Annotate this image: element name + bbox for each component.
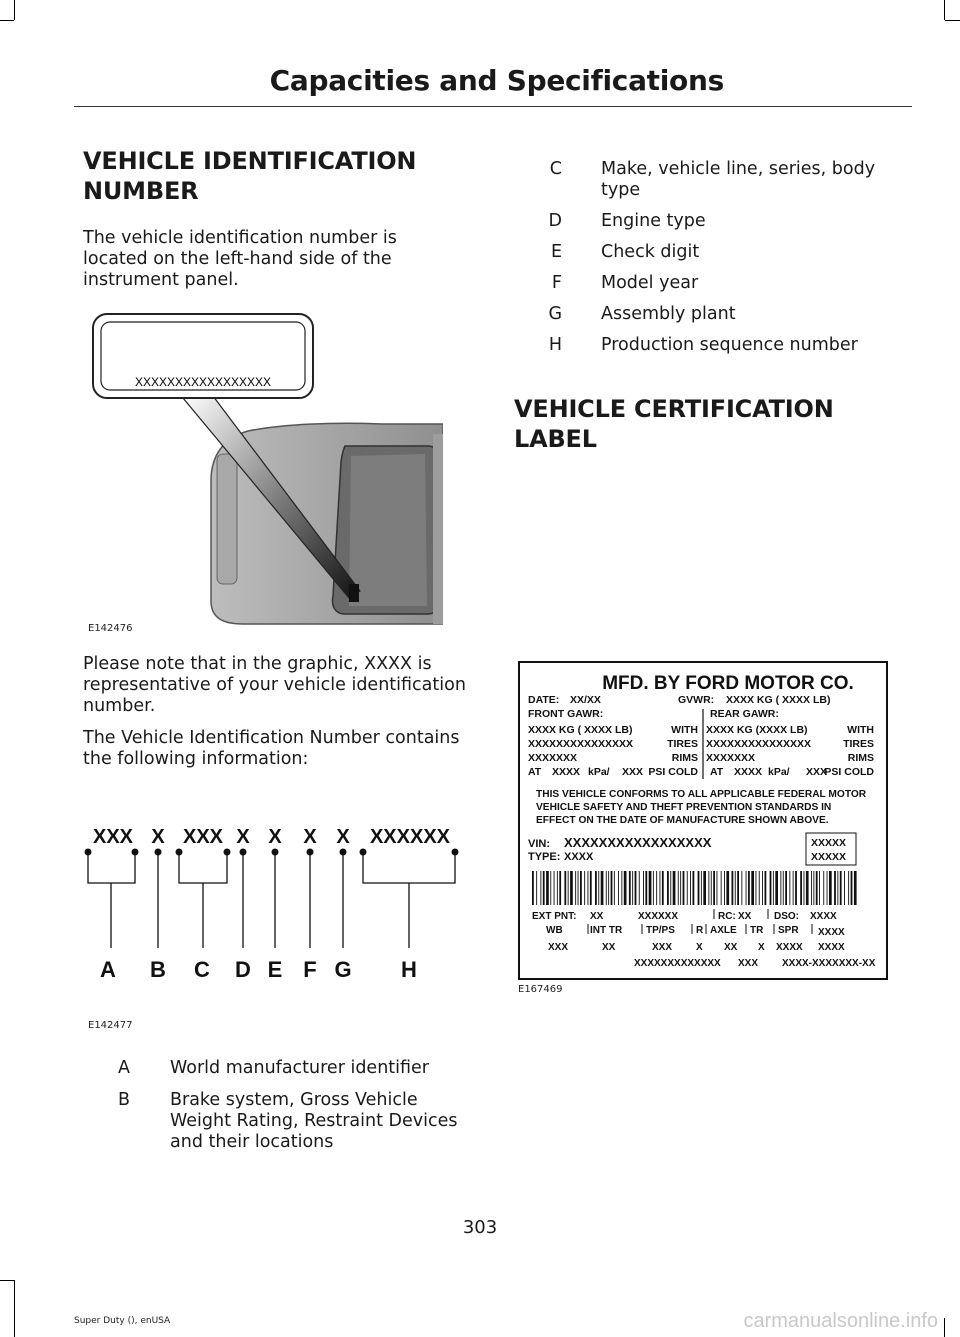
barcode-bar [584, 871, 585, 905]
vin-heading-line1: VEHICLE IDENTIFICATION [83, 147, 417, 175]
barcode-bar [645, 871, 647, 905]
item-letter: B [117, 1090, 130, 1110]
page-header-title: Capacities and Specifications [269, 64, 724, 97]
vin-group: XXXXXX [369, 826, 451, 848]
list-item [514, 159, 914, 211]
date-label: DATE: [528, 694, 560, 706]
dso-label: DSO: [774, 911, 799, 922]
barcode-bar [680, 871, 681, 905]
list-item [83, 1058, 478, 1090]
barcode-bar [557, 871, 558, 905]
vin-plate-text: XXXXXXXXXXXXXXXXX [134, 375, 272, 389]
front-rims: RIMS [671, 752, 698, 764]
bottom-code2: XXX [738, 958, 759, 969]
barcode-bar [751, 871, 754, 905]
front-kpa: kPa/ [588, 766, 610, 778]
barcode-bar [678, 871, 679, 905]
barcode-bar [693, 871, 695, 905]
barcode-bar [711, 871, 712, 905]
barcode-bar [632, 871, 633, 905]
front-psi: PSI COLD [648, 766, 698, 778]
vin-intro: The vehicle identification number is located on the left-hand side of the instrument panel. [83, 228, 397, 290]
conform-line2: VEHICLE SAFETY AND THEFT PREVENTION STANDARDS IN [536, 802, 832, 813]
vin-letter: E [267, 957, 283, 982]
list-item [514, 304, 914, 335]
barcode-bar [851, 871, 853, 905]
bottom-code3: XXXX-XXXXXXX-XX [782, 958, 876, 969]
tp-ps-label: TP/PS [646, 925, 675, 936]
rear-psi: PSI COLD [824, 766, 874, 778]
barcode-bar [813, 871, 814, 905]
barcode-bar [756, 871, 757, 905]
cert-heading [514, 394, 834, 454]
cert-heading-line1: VEHICLE CERTIFICATION [514, 395, 834, 423]
vin-group: XXX [182, 826, 224, 848]
rc-value: XX [738, 911, 752, 922]
barcode-bar [765, 871, 767, 905]
crop-mark [0, 20, 14, 21]
barcode-bar [795, 871, 797, 905]
front-psi-value: XXX [622, 766, 644, 778]
vin-letter: H [401, 957, 417, 982]
ext-pnt-code: XXXXXX [638, 911, 679, 922]
row-value: X [758, 942, 765, 953]
list-item [514, 273, 914, 304]
r-label: R [696, 925, 704, 936]
row-value: XXX [548, 942, 569, 953]
item-letter: A [118, 1058, 130, 1078]
bottom-code1: XXXXXXXXXXXXX [634, 958, 721, 969]
barcode-bar [656, 871, 657, 905]
gvwr-value: XXXX KG ( XXXX LB) [726, 694, 831, 706]
barcode [532, 871, 857, 905]
type-value: XXXX [564, 851, 594, 863]
row-value: XXX [652, 942, 673, 953]
item-letter: E [550, 242, 562, 262]
item-text: Brake system, Gross Vehicle Weight Rating, Restraint Devices and their locations [170, 1090, 458, 1152]
barcode-bar [741, 871, 742, 905]
barcode-bar [785, 871, 787, 905]
barcode-bar [698, 871, 700, 905]
vin-letter: F [303, 957, 317, 982]
barcode-bar [746, 871, 747, 905]
barcode-bar [601, 871, 604, 905]
item-letter: H [548, 335, 562, 355]
barcode-bar [770, 871, 772, 905]
date-value: XX/XX [570, 694, 601, 706]
rear-pressure: XXXX [734, 766, 763, 778]
front-tire-code: XXXXXXXXXXXXXXX [528, 738, 634, 750]
barcode-bar [578, 871, 579, 905]
crop-mark [14, 1280, 15, 1337]
footer-text: Super Duty (), enUSA [74, 1316, 171, 1326]
type-label: TYPE: [528, 851, 561, 863]
ext-pnt-label: EXT PNT: [532, 911, 577, 922]
vin-heading-line2: NUMBER [83, 177, 199, 205]
spr-code: XXXX [818, 927, 845, 938]
vin-group: X [336, 826, 350, 848]
barcode-bar [690, 871, 691, 905]
barcode-bar [608, 871, 609, 905]
barcode-bar [844, 871, 845, 905]
barcode-bar [717, 871, 718, 905]
barcode-bar [618, 871, 619, 905]
barcode-bar [701, 871, 702, 905]
vin-letter: B [150, 957, 166, 982]
vin-group: X [303, 826, 317, 848]
barcode-bar [598, 871, 599, 905]
barcode-bar [793, 871, 794, 905]
barcode-bar [564, 871, 566, 905]
vin-definition-list-right [514, 159, 914, 366]
row-value: XXXX [776, 942, 803, 953]
vin-definition-list-left [83, 1058, 478, 1160]
row-value: X [696, 942, 703, 953]
barcode-bar [595, 871, 597, 905]
barcode-bar [550, 871, 551, 905]
barcode-bar [635, 871, 637, 905]
vin-group: XXX [92, 826, 134, 848]
barcode-bar [649, 871, 652, 905]
certification-label-figure [518, 661, 888, 981]
barcode-bar [629, 871, 631, 905]
barcode-bar [673, 871, 676, 905]
barcode-bar [732, 871, 734, 905]
rear-at: AT [710, 766, 724, 778]
front-gawr-label: FRONT GAWR: [528, 708, 604, 720]
vin-letter: A [100, 957, 116, 982]
list-item [514, 335, 914, 366]
barcode-bar [554, 871, 555, 905]
row-value: XX [724, 942, 738, 953]
watermark: carmanualsonline.info [743, 1310, 938, 1332]
rear-gawr-label: REAR GAWR: [710, 708, 779, 720]
barcode-bar [854, 871, 857, 905]
barcode-bar [621, 871, 622, 905]
item-text: World manufacturer identifier [170, 1058, 429, 1078]
vin-group: X [151, 826, 165, 848]
vin-breakdown-figure [83, 820, 473, 990]
barcode-bar [580, 871, 582, 905]
vin-letter: C [194, 957, 210, 982]
list-item [514, 242, 914, 273]
barcode-bar [816, 871, 818, 905]
barcode-bar [806, 871, 809, 905]
rc-label: RC: [718, 911, 736, 922]
vin-letter: G [334, 957, 352, 982]
front-with: WITH [671, 724, 698, 736]
barcode-bar [735, 871, 736, 905]
vin-group: X [268, 826, 282, 848]
int-tr-label: INT TR [590, 925, 623, 936]
barcode-bar [683, 871, 685, 905]
barcode-bar [748, 871, 750, 905]
barcode-bar [837, 871, 838, 905]
vin-location-figure [83, 306, 443, 638]
barcode-bar [834, 871, 836, 905]
barcode-bar [570, 871, 573, 905]
barcode-bar [721, 871, 722, 905]
barcode-bar [783, 871, 784, 905]
barcode-bar [703, 871, 706, 905]
rear-kpa: kPa/ [768, 766, 790, 778]
item-text: Check digit [601, 242, 700, 262]
barcode-bar [662, 871, 664, 905]
front-at: AT [528, 766, 542, 778]
barcode-bar [568, 871, 569, 905]
vin-group: X [236, 826, 250, 848]
conform-line1: THIS VEHICLE CONFORMS TO ALL APPLICABLE FEDERAL MOTOR [536, 789, 867, 800]
barcode-bar [624, 871, 627, 905]
row-value: XXXX [818, 942, 845, 953]
dso-value: XXXX [810, 911, 837, 922]
vin-heading [83, 146, 416, 206]
wb-label: WB [546, 925, 563, 936]
vin-contains: The Vehicle Identification Number contains the following information: [83, 728, 460, 769]
barcode-bar [687, 871, 688, 905]
barcode-bar [639, 871, 640, 905]
barcode-bar [660, 871, 661, 905]
barcode-bar [804, 871, 805, 905]
vin-value: XXXXXXXXXXXXXXXXX [564, 835, 712, 850]
cert-heading-line2: LABEL [514, 425, 597, 453]
rear-gawr-value: XXXX KG (XXXX LB) [706, 724, 808, 736]
barcode-bar [536, 871, 537, 905]
barcode-bar [546, 871, 549, 905]
rear-tire-code: XXXXXXXXXXXXXXX [706, 738, 812, 750]
barcode-bar [780, 871, 781, 905]
box-line1: XXXXX [811, 837, 847, 849]
barcode-bar [606, 871, 607, 905]
figure-code: E167469 [518, 984, 563, 995]
list-item [514, 211, 914, 242]
barcode-bar [823, 871, 824, 905]
crop-mark [944, 0, 945, 20]
item-text: Production sequence number [601, 335, 858, 355]
rear-with: WITH [847, 724, 874, 736]
barcode-bar [819, 871, 820, 905]
barcode-bar [724, 871, 725, 905]
crop-mark [945, 20, 960, 21]
barcode-bar [670, 871, 671, 905]
item-text: Assembly plant [601, 304, 736, 324]
barcode-bar [540, 871, 541, 905]
barcode-bar [737, 871, 739, 905]
barcode-bar [759, 871, 760, 905]
header-rule [74, 106, 912, 107]
tr-label: TR [750, 925, 764, 936]
rear-psi-value: XXX [806, 766, 828, 778]
front-tires: TIRES [667, 738, 698, 750]
barcode-bar [708, 871, 709, 905]
crop-mark [944, 1318, 945, 1337]
barcode-bar [643, 871, 644, 905]
barcode-bar [800, 871, 802, 905]
barcode-bar [775, 871, 778, 905]
barcode-bar [653, 871, 654, 905]
vin-note: Please note that in the graphic, XXXX is representative of your vehicle identification number. [83, 654, 466, 716]
barcode-bar [559, 871, 561, 905]
barcode-bar [588, 871, 589, 905]
item-text: Engine type [601, 211, 706, 231]
front-rim-code: XXXXXXX [528, 752, 578, 764]
barcode-bar [726, 871, 729, 905]
conform-line3: EFFECT ON THE DATE OF MANUFACTURE SHOWN ABOVE. [536, 815, 829, 826]
spr-label: SPR [778, 925, 799, 936]
axle-label: AXLE [710, 925, 737, 936]
barcode-bar [762, 871, 763, 905]
barcode-bar [713, 871, 715, 905]
ext-pnt-value: XX [590, 911, 604, 922]
barcode-bar [532, 871, 534, 905]
vin-label: VIN: [528, 838, 550, 850]
item-text: Model year [601, 273, 699, 293]
barcode-bar [773, 871, 774, 905]
figure-code: E142476 [88, 623, 133, 634]
item-letter: F [551, 273, 562, 293]
barcode-bar [827, 871, 828, 905]
front-pressure: XXXX [552, 766, 581, 778]
item-letter: G [548, 304, 562, 324]
page-number: 303 [462, 1217, 498, 1238]
front-gawr-value: XXXX KG ( XXXX LB) [528, 724, 633, 736]
rear-tires: TIRES [843, 738, 874, 750]
rear-rim-code: XXXXXXX [706, 752, 756, 764]
box-line2: XXXXX [811, 851, 847, 863]
barcode-bar [840, 871, 842, 905]
barcode-bar [543, 871, 545, 905]
barcode-bar [590, 871, 592, 905]
item-text: Make, vehicle line, series, body type [601, 159, 876, 200]
label-title: MFD. BY FORD MOTOR CO. [602, 673, 854, 694]
crop-mark [0, 1280, 14, 1281]
vin-letter: D [235, 957, 251, 982]
figure-code: E142477 [88, 1020, 133, 1031]
barcode-bar [667, 871, 669, 905]
barcode-bar [611, 871, 613, 905]
gvwr-label: GVWR: [678, 694, 715, 706]
barcode-bar [829, 871, 832, 905]
barcode-bar [575, 871, 576, 905]
crop-mark [14, 0, 15, 20]
item-letter: C [549, 159, 562, 179]
item-letter: D [548, 211, 562, 231]
barcode-bar [789, 871, 790, 905]
list-item [83, 1090, 478, 1160]
row-value: XX [602, 942, 616, 953]
barcode-bar [614, 871, 615, 905]
barcode-bar [811, 871, 812, 905]
barcode-bar [848, 871, 849, 905]
rear-rims: RIMS [847, 752, 874, 764]
